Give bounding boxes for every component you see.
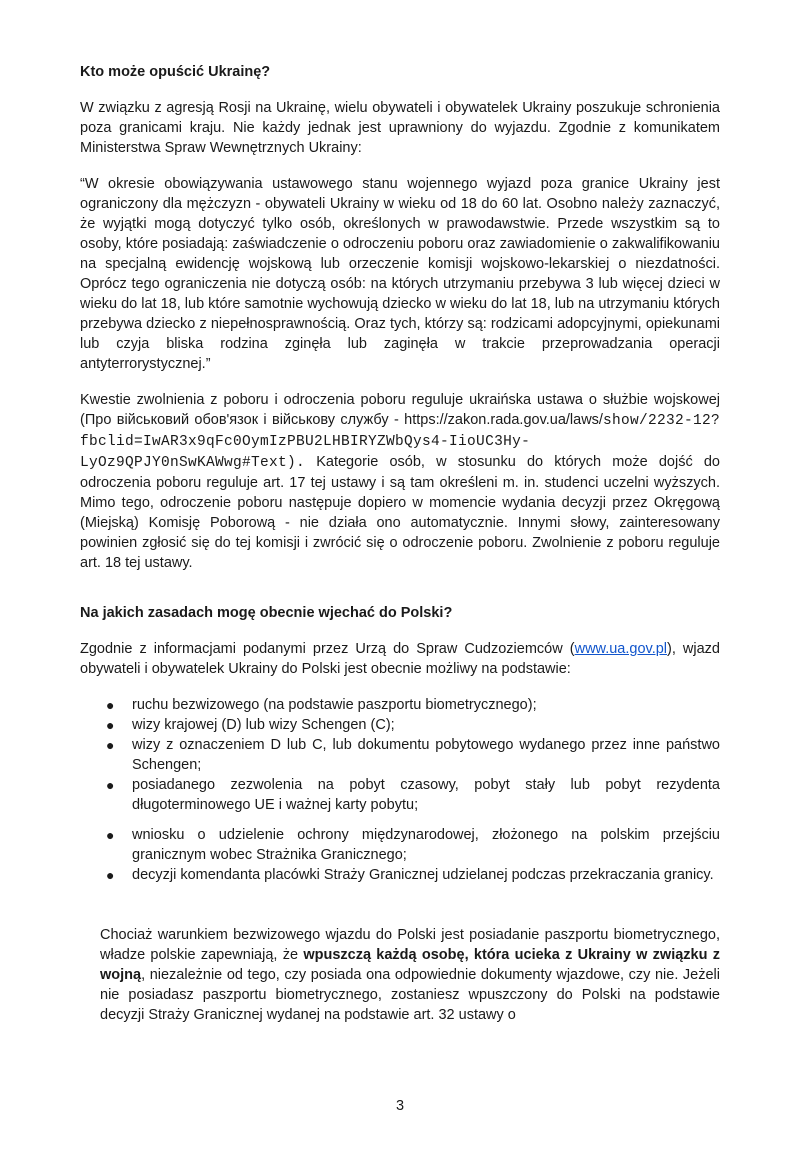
list-item: ● decyzji komendanta placówki Straży Granicznej udzielanej podczas przekraczania granicy.: [106, 867, 714, 883]
paragraph-intro: W związku z agresją Rosji na Ukrainę, wielu obywateli i obywatelek Ukrainy poszukuje schronienia poza granicami kraju. Nie każdy jednak jest uprawniony do wyjazdu. Zgodnie z komunikatem Ministerstwa Spraw Wewnętrznych Ukrainy:: [80, 100, 720, 156]
section-heading-who-can-leave: Kto może opuścić Ukrainę?: [80, 64, 271, 80]
guarantee-bold-text: wpuszczą każdą osobę, która ucieka z Ukrainy w związku z wojną: [100, 947, 720, 983]
section-entry-rules: [80, 603, 720, 1025]
list-item: ● posiadanego zezwolenia na pobyt czasowy, pobyt stały lub pobyt rezydenta długoterminowego UE i ważnej karty pobytu;: [106, 777, 720, 813]
guarantee-text-2: , niezależnie od tego, czy posiada ona odpowiednie dokumenty wjazdowe, czy nie. Jeżeli nie posiadasz paszportu biometrycznego, zostaniesz wpuszczony do Polski na podstawie decyzji Straży Granicznej wydanej na podstawie art. 32 ustawy o: [100, 967, 720, 1023]
bullet-icon: ●: [106, 737, 115, 753]
bullet-icon: ●: [106, 697, 115, 713]
bullet-icon: ●: [106, 777, 115, 793]
ua-gov-link[interactable]: www.ua.gov.pl: [574, 641, 668, 657]
bullet-icon: ●: [106, 867, 115, 883]
page-content: [80, 62, 720, 1041]
military-law-text-1: Kwestie zwolnienia z poboru i odroczenia poboru reguluje ukraińska ustawa o służbie wojskowej (Про військовий обов'язок і військову службу - https://zakon.rada.gov.ua/laws/: [80, 392, 720, 428]
list-item: ● wizy krajowej (D) lub wizy Schengen (C);: [106, 717, 395, 733]
paragraph-military-law: [80, 390, 720, 573]
military-law-url: show/2232-12?fbclid=IwAR3x9qFc0OymIzPBU2LHBIRYZWbQys4-IioUC3Hy-LyOz9QPJY0nSwKAWwg#Text).: [80, 413, 720, 471]
paragraph-quote: “W okresie obowiązywania ustawowego stanu wojennego wyjazd poza granice Ukrainy jest ograniczony dla mężczyzn - obywateli Ukrainy w wieku od 18 do 60 lat. Osobno należy zaznaczyć, że wyjątki mogą dotyczyć tylko osób, określonych w prawodawstwie. Przede wszystkim są to osoby, które posiadają: zaświadczenie o odroczeniu poboru oraz zawiadomienie o zakwalifikowaniu na specjalną ewidencję wojskową lub orzeczenie komisji wojskowo-lekarskiej o niezdatności. Oprócz tego ograniczenia nie dotyczą osób: na których utrzymaniu przebywa 3 lub więcej dzieci w wieku do lat 18, lub które samotnie wychowują dziecko w wieku do lat 18, lub na utrzymaniu których przebywa dziecko z niepełnosprawnością. Oraz tych, którzy są: rodzicami adopcyjnymi, opiekunami lub czyja bliska rodzina zginęła lub zaginęła w trakcie przeprowadzania operacji antyterrorystycznej.”: [80, 176, 720, 372]
military-law-text-2: Kategorie osób, w stosunku do których może dojść do odroczenia poboru reguluje art. 17 tej ustawy i są tam określeni m. in. studenci uczelni wyższych. Mimo tego, odroczenie poboru następuje dopiero w momencie wydania decyzji przez Okręgową (Miejską) Komisję Poborową - nie działa ono automatycznie. Innymi słowy, zainteresowany powinien zgłosić się do tej komisji i zwrócić się o odroczenie poboru. Zwolnienie z poboru reguluje art. 18 tej ustawy.: [80, 454, 720, 571]
paragraph-entry-guarantee: [80, 925, 720, 1025]
paragraph-entry-intro: [80, 639, 720, 679]
list-item: ● ruchu bezwizowego (na podstawie paszportu biometrycznego);: [106, 697, 537, 713]
guarantee-text-1: Chociaż warunkiem bezwizowego wjazdu do Polski jest posiadanie paszportu biometrycznego, władze polskie zapewniają, że: [100, 927, 720, 963]
entry-basis-list: [80, 695, 720, 885]
page-number: 3: [395, 1098, 405, 1114]
entry-intro-text-2: ), wjazd obywateli i obywatelek Ukrainy do Polski jest obecnie możliwy na podstawie:: [80, 641, 720, 677]
bullet-icon: ●: [106, 717, 115, 733]
bullet-icon: ●: [106, 827, 115, 843]
list-item: ● wniosku o udzielenie ochrony międzynarodowej, złożonego na polskim przejściu granicznym wobec Strażnika Granicznego;: [106, 827, 720, 863]
entry-intro-text-1: Zgodnie z informacjami podanymi przez Urzą do Spraw Cudzoziemców (: [80, 641, 575, 657]
section-heading-entry-rules: Na jakich zasadach mogę obecnie wjechać do Polski?: [80, 605, 453, 621]
list-item: ● wizy z oznaczeniem D lub C, lub dokumentu pobytowego wydanego przez inne państwo Schengen;: [106, 737, 720, 773]
